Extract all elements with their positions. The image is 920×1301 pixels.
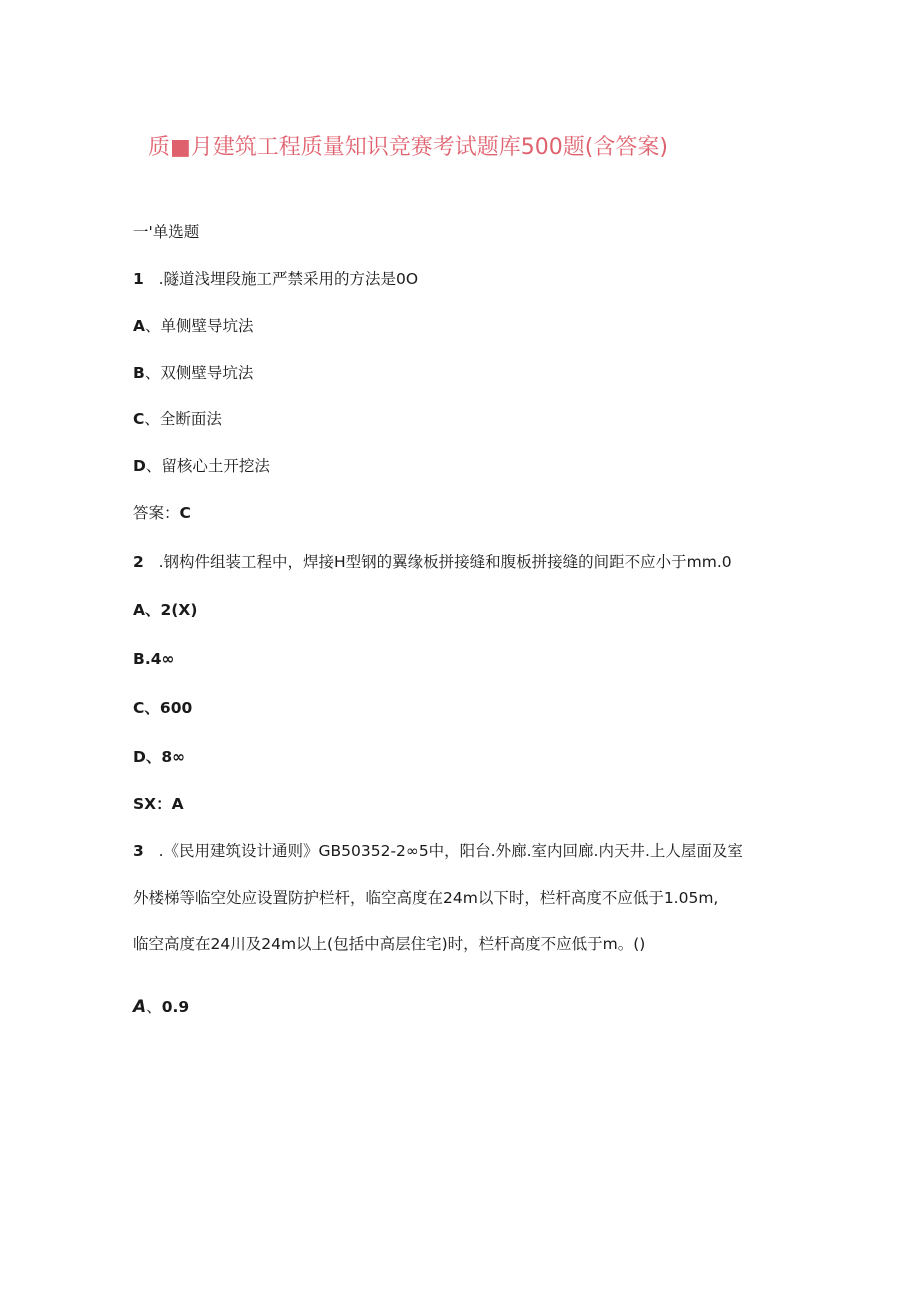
question-1: [133, 268, 418, 290]
answer-label: SX：: [133, 795, 172, 813]
option-text: 双侧壁导坑法: [160, 364, 254, 382]
option-letter: A: [133, 601, 145, 619]
option-d: [133, 746, 185, 768]
option-text: 全断面法: [159, 410, 222, 428]
option-separator: 、: [144, 699, 160, 717]
question-number: 1: [133, 270, 144, 288]
option-separator: 、: [146, 998, 162, 1016]
option-separator: 、: [145, 317, 161, 335]
option-d: [133, 455, 270, 477]
option-text: 8∞: [161, 748, 186, 766]
option-text: 600: [159, 699, 193, 717]
option-letter: A: [133, 997, 147, 1017]
option-a: [133, 996, 189, 1018]
option-text: 4∞: [150, 650, 175, 668]
option-text: 0.9: [161, 998, 190, 1016]
option-letter: C: [133, 699, 145, 717]
document-title: 质■月建筑工程质量知识竞赛考试题库500题(含答案): [148, 135, 668, 160]
option-separator: 、: [145, 601, 161, 619]
option-text: 单侧壁导坑法: [160, 317, 254, 335]
answer-2: [133, 793, 184, 815]
option-text: 留核心土开挖法: [161, 457, 270, 475]
question-number: 3: [133, 842, 144, 860]
option-separator: .: [144, 650, 151, 668]
option-separator: 、: [144, 410, 160, 428]
question-text-line-3: 临空高度在24川及24m以上(包括中高层住宅)时，栏杆高度不应低于m。(): [133, 935, 646, 953]
option-text: 2(X): [160, 601, 198, 619]
option-c: [133, 697, 192, 719]
answer-1: [133, 502, 191, 524]
option-a: [133, 599, 197, 621]
question-text-line-1: .《民用建筑设计通则》GB50352-2∞5中，阳台.外廊.室内回廊.内天井.上人屋面及室: [158, 842, 743, 860]
answer-value: A: [171, 795, 184, 813]
option-separator: 、: [145, 748, 162, 766]
option-letter: D: [133, 748, 146, 766]
option-separator: 、: [144, 364, 161, 382]
question-number: 2: [133, 553, 144, 571]
option-letter: C: [133, 410, 145, 428]
question-text: .钢构件组装工程中，焊接H型钢的翼缘板拼接缝和腹板拼接缝的间距不应小于mm.0: [158, 553, 732, 571]
option-letter: B: [133, 364, 145, 382]
question-2: [133, 551, 732, 573]
option-letter: D: [133, 457, 146, 475]
question-3: [133, 840, 743, 862]
section-heading: 一'单选题: [133, 223, 200, 241]
option-letter: A: [133, 317, 145, 335]
question-text-line-2: 外楼梯等临空处应设置防护栏杆，临空高度在24m以下时，栏杆高度不应低于1.05m,: [133, 889, 719, 907]
option-c: [133, 408, 222, 430]
option-b: [133, 648, 174, 670]
option-separator: 、: [145, 457, 162, 475]
answer-value: C: [179, 504, 191, 522]
answer-label: 答案：: [133, 504, 180, 522]
question-text: .隧道浅埋段施工严禁采用的方法是0O: [158, 270, 419, 288]
option-a: [133, 315, 254, 337]
option-letter: B: [133, 650, 145, 668]
option-b: [133, 362, 253, 384]
